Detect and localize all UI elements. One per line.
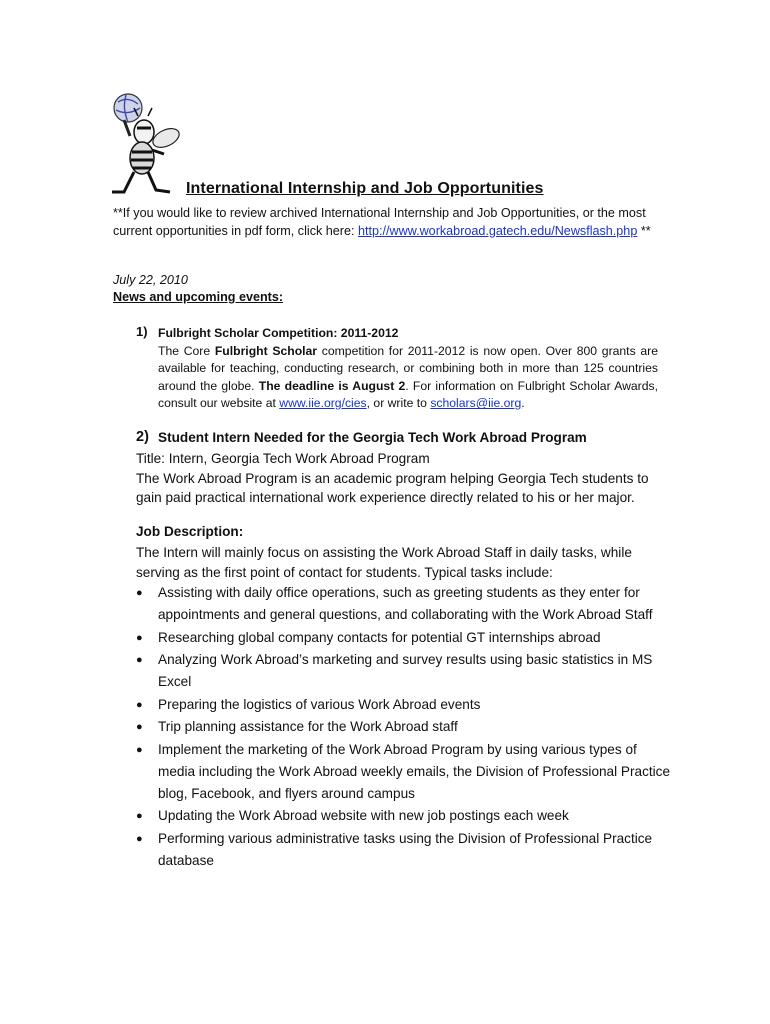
task-text: Researching global company contacts for potential GT internships abroad (158, 629, 601, 645)
intro-paragraph (113, 205, 673, 240)
section-2-body (136, 449, 676, 508)
bullet-icon: ● (136, 654, 143, 666)
scholars-email-link[interactable]: scholars@iie.org (430, 396, 522, 411)
job-description-intro: The Intern will mainly focus on assisting the Work Abroad Staff in daily tasks, while serving as the first point of contact for students. Typical tasks include: (136, 545, 632, 580)
section-1-heading: Fulbright Scholar Competition: 2011-2012 (158, 326, 399, 340)
bullet-icon: ● (136, 832, 143, 845)
bullet-icon: ● (136, 698, 143, 711)
list-item (136, 582, 676, 626)
bullet-icon: ● (136, 587, 143, 599)
job-description-heading: Job Description: (136, 524, 244, 539)
bullet-icon: ● (136, 810, 143, 822)
task-text: Performing various administrative tasks using the Division of Professional Practice database (158, 830, 653, 868)
task-text: Preparing the logistics of various Work Abroad events (158, 696, 481, 712)
list-item (136, 739, 676, 805)
page-title: International Internship and Job Opportunities (186, 180, 544, 197)
list-item (136, 649, 676, 693)
news-heading: News and upcoming events: (113, 290, 284, 304)
section-1-text: competition for 2011-2012 is now open. Over 800 grants are available for teaching, conducting research, or combining both in more than 125 countries around the globe. (158, 344, 658, 393)
list-item (136, 716, 676, 738)
task-text: Analyzing Work Abroad’s marketing and survey results using basic statistics in MS Excel (158, 652, 653, 689)
task-text: Assisting with daily office operations, such as greeting students as they enter for appointments and general questions, and collaborating with the Work Abroad Staff (158, 585, 653, 622)
task-text: Updating the Work Abroad website with new job postings each week (158, 808, 569, 823)
section-1-number: 1) (136, 324, 148, 339)
bullet-icon: ● (136, 631, 143, 644)
section-1-text: . (521, 396, 525, 411)
section-1-text: The Core (158, 344, 215, 358)
archive-link[interactable]: http://www.workabroad.gatech.edu/Newsflash.php (358, 223, 638, 238)
bullet-icon: ● (136, 743, 143, 756)
job-title-line: Title: Intern, Georgia Tech Work Abroad Program (136, 451, 430, 466)
section-1-bold-text: Fulbright Scholar (214, 344, 318, 358)
list-item (136, 828, 676, 872)
list-item (136, 627, 676, 649)
section-1-deadline: The deadline is August 2 (258, 378, 406, 393)
task-text: Implement the marketing of the Work Abroad Program by using various types of media including the Work Abroad weekly emails, the Division of Professional Practice blog, Facebook, and flyers around campus (158, 741, 671, 801)
section-2-heading: Student Intern Needed for the Georgia Tech Work Abroad Program (158, 430, 587, 445)
yellow-jacket-globe-logo (104, 92, 188, 196)
task-list (136, 582, 676, 872)
section-1-text: . For information on Fulbright Scholar Awards, consult our website at (158, 378, 658, 411)
list-item (136, 694, 676, 716)
section-1-text: , or write to (366, 396, 431, 411)
intro-text: **If you would like to review archived International Internship and Job Opportunities, or the most current opportunities in pdf form, click here: (113, 206, 646, 238)
task-text: Trip planning assistance for the Work Abroad staff (158, 719, 458, 734)
bullet-icon: ● (136, 721, 143, 733)
iie-cies-link[interactable]: www.iie.org/cies (279, 396, 367, 411)
section-2-number: 2) (136, 429, 149, 445)
newsletter-date: July 22, 2010 (113, 273, 188, 287)
program-description: The Work Abroad Program is an academic program helping Georgia Tech students to gain paid practical international work experience directly related to his or her major. (136, 470, 649, 505)
intro-suffix: ** (637, 223, 651, 238)
list-item (136, 805, 676, 827)
section-1-body (158, 343, 658, 413)
